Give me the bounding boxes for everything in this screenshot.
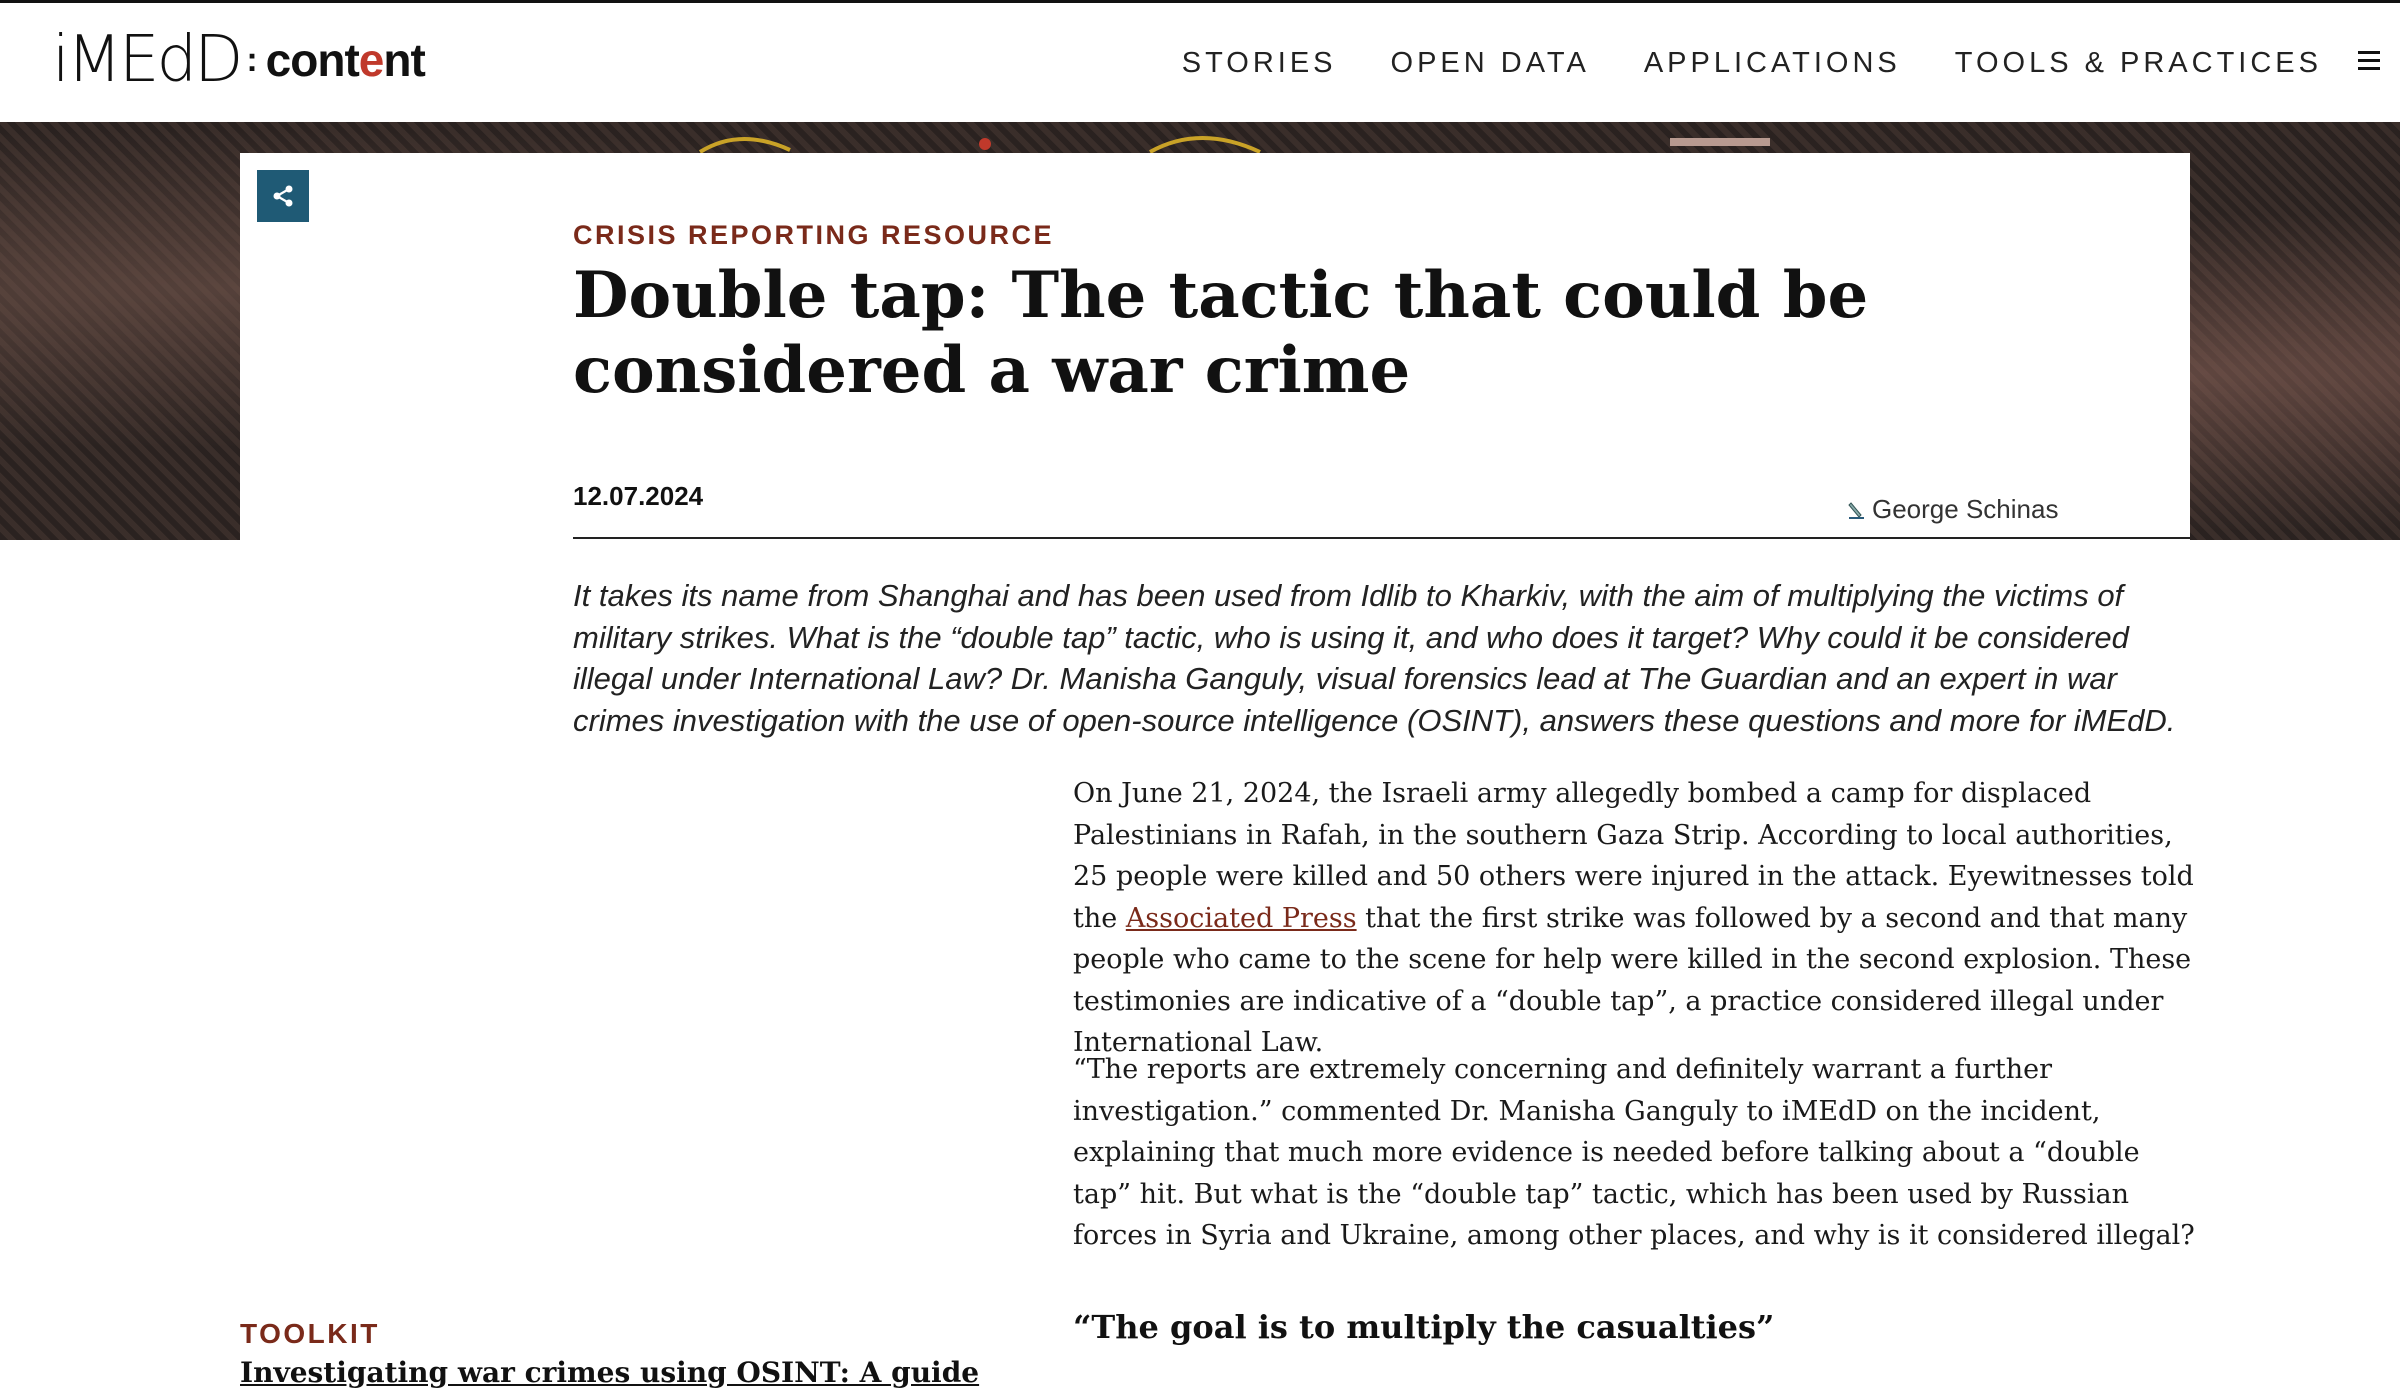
toolkit-link[interactable]: Investigating war crimes using OSINT: A guide [240, 1356, 980, 1389]
main-nav [1182, 47, 2322, 80]
article-lede: It takes its name from Shanghai and has been used from Idlib to Kharkiv, with the aim of multiplying the victims of military strikes. What is the “double tap” tactic, who is using it, and who does it target? Why could it be considered illegal under International Law? Dr. Manisha Ganguly, visual forensics lead at The Guardian and an expert in war crimes investigation with the use of open-source intelligence (OSINT), answers these questions and more for iMEdD. [573, 578, 2176, 738]
pencil-icon [1848, 500, 1866, 520]
toolkit-label: TOOLKIT [240, 1318, 380, 1349]
logo-imedd: iMEdD [52, 23, 241, 97]
site-logo[interactable] [52, 25, 425, 95]
nav-tools-practices[interactable]: TOOLS & PRACTICES [1954, 47, 2322, 79]
paragraph-1: On June 21, 2024, the Israeli army allegedly bombed a camp for displaced Palestinians in Rafah, in the southern Gaza Strip. According to local authorities, 25 people were killed and 50 others were injured in the attack. Eyewitnesses told the Associated Press that the first strike was followed by a second and that many people who came to the scene for help were killed in the second explosion. These testimonies are indicative of a “double tap”, a practice considered illegal under International Law. [1073, 778, 2194, 1058]
author-name: George Schinas [1872, 494, 2059, 524]
site-header [0, 3, 2400, 123]
article-kicker: CRISIS REPORTING RESOURCE [573, 220, 1055, 250]
header-rule [573, 537, 2190, 539]
nav-applications[interactable]: APPLICATIONS [1643, 47, 1901, 79]
article-author[interactable] [1848, 494, 2058, 525]
section-heading: “The goal is to multiply the casualties” [1073, 1308, 1775, 1346]
nav-stories[interactable]: STORIES [1181, 47, 1337, 79]
logo-content: content [265, 34, 425, 86]
article-title: Double tap: The tactic that could be considered a war crime [573, 258, 1869, 408]
share-icon [270, 183, 296, 209]
associated-press-link[interactable]: Associated Press [1125, 902, 1357, 934]
logo-separator: : [246, 40, 258, 79]
paragraph-2: “The reports are extremely concerning and definitely warrant a further investigation.” commented Dr. Manisha Ganguly to iMEdD on the incident, explaining that much more evidence is needed before talking about a “double tap” hit. But what is the “double tap” tactic, which has been used by Russian forces in Syria and Ukraine, among other places, and why is it considered illegal? [1073, 1054, 2195, 1251]
article-date: 12.07.2024 [573, 481, 704, 511]
hamburger-icon[interactable] [2358, 51, 2380, 73]
share-button[interactable] [257, 170, 309, 222]
nav-open-data[interactable]: OPEN DATA [1390, 47, 1590, 79]
